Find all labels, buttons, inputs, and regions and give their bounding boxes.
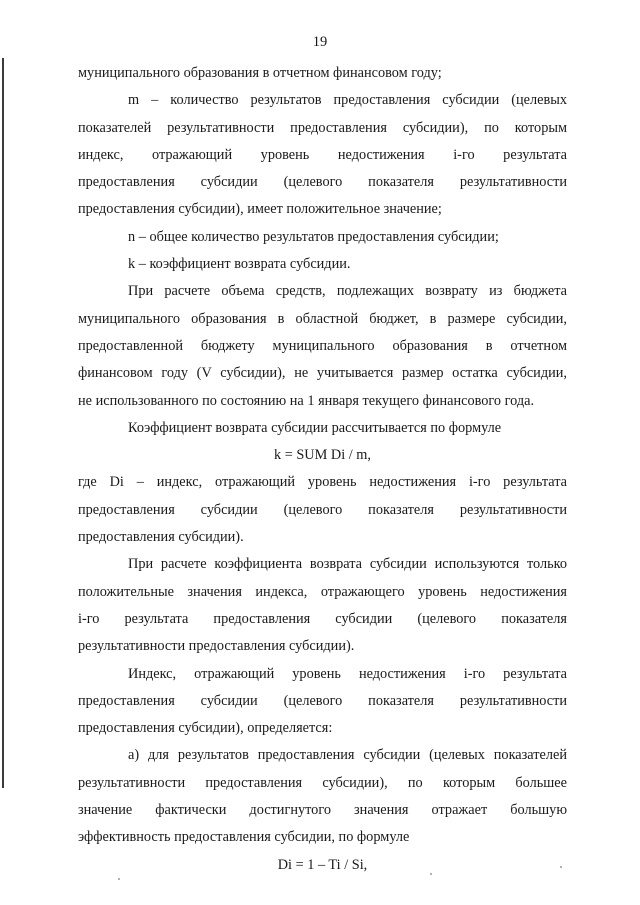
formula-line: k = SUM Di / m,: [273, 447, 372, 464]
text-line: индекс, отражающий уровень недостижения i-го результата: [78, 146, 567, 163]
text-line: предоставления субсидии), имеет положительное значение;: [78, 201, 442, 218]
text-line: При расчете объема средств, подлежащих возврату из бюджета: [128, 283, 567, 300]
scan-speck: [118, 878, 120, 880]
text-line: m – количество результатов предоставления субсидии (целевых: [128, 92, 567, 109]
text-line: предоставления субсидии), определяется:: [78, 720, 333, 737]
text-line: муниципального образования в областной бюджет, в размере субсидии,: [78, 310, 567, 327]
text-line: Коэффициент возврата субсидии рассчитывается по формуле: [128, 419, 502, 436]
text-line: предоставленной бюджету муниципального образования в отчетном: [78, 337, 567, 354]
text-line: эффективность предоставления субсидии, по формуле: [78, 829, 410, 846]
text-line: показателей результативности предоставления субсидии), по которым: [78, 119, 567, 136]
text-line: результативности предоставления субсидии), по которым большее: [78, 774, 567, 791]
text-line: финансовом году (V субсидии), не учитывается размер остатка субсидии,: [78, 365, 567, 382]
scan-edge-line: [2, 58, 4, 788]
page-number: 19: [312, 34, 328, 50]
scan-speck: [430, 873, 432, 875]
text-line: Индекс, отражающий уровень недостижения i-го результата: [128, 665, 567, 682]
text-line: предоставления субсидии).: [78, 529, 244, 546]
text-line: n – общее количество результатов предоставления субсидии;: [128, 228, 499, 245]
text-line: k – коэффициент возврата субсидии.: [128, 256, 351, 273]
text-line: муниципального образования в отчетном финансовом году;: [78, 65, 442, 81]
text-line: i-го результата предоставления субсидии (целевого показателя: [78, 610, 567, 627]
text-line: а) для результатов предоставления субсидии (целевых показателей: [128, 747, 567, 764]
text-line: не использованного по состоянию на 1 января текущего финансового года.: [78, 392, 535, 409]
text-line: где Di – индекс, отражающий уровень недостижения i-го результата: [78, 474, 567, 491]
document-body: [78, 60, 567, 879]
text-line: значение фактически достигнутого значения отражает большую: [78, 802, 567, 819]
text-line: предоставления субсидии (целевого показателя результативности: [78, 501, 567, 518]
text-line: результативности предоставления субсидии).: [78, 638, 355, 655]
scan-speck: [560, 866, 562, 868]
formula-line: Di = 1 – Ti / Si,: [277, 856, 368, 873]
text-line: предоставления субсидии (целевого показателя результативности: [78, 174, 567, 191]
text-line: положительные значения индекса, отражающего уровень недостижения: [78, 583, 567, 600]
text-line: предоставления субсидии (целевого показателя результативности: [78, 692, 567, 709]
text-line: При расчете коэффициента возврата субсидии используются только: [128, 556, 567, 573]
